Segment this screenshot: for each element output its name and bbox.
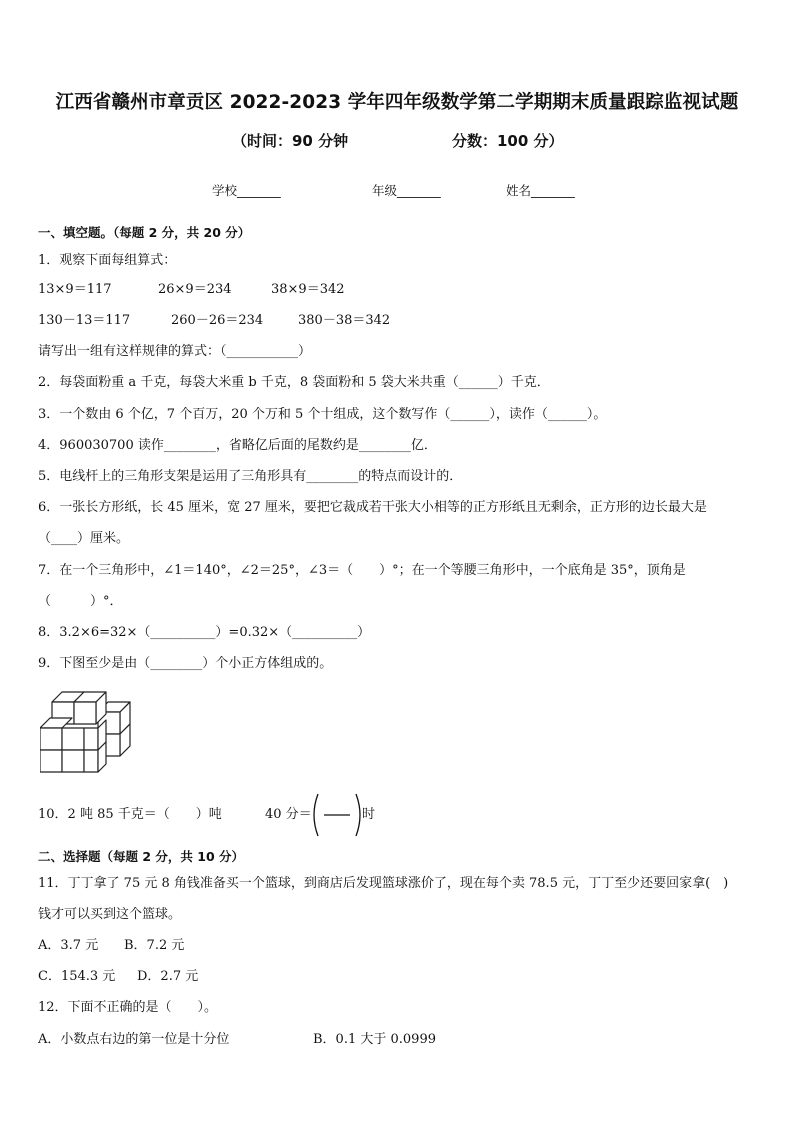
question-10-part-3: 时: [362, 807, 376, 822]
question-7-line-1: 7．在一个三角形中，∠1＝140°，∠2＝25°，∠3＝（ ）°；在一个等腰三角形中，一个底角是 35°，顶角是: [38, 563, 686, 578]
question-12-option-a: A．小数点右边的第一位是十分位: [38, 1032, 230, 1047]
exam-title: 江西省赣州市章贡区 2022-2023 学年四年级数学第二学期期末质量跟踪监视试题: [55, 92, 739, 113]
question-11-line-2: 钱才可以买到这个篮球。: [38, 907, 182, 922]
question-4: 4．960030700 读作________，省略亿后面的尾数约是________亿．: [38, 438, 437, 453]
school-field: 学校_______: [212, 183, 281, 198]
exam-score: 分数：100 分）: [452, 132, 564, 150]
question-11-line-1: 11．丁丁拿了 75 元 8 角钱准备买一个篮球，到商店后发现篮球涨价了，现在每个卖 78.5 元，丁丁至少还要回家拿( ): [38, 876, 729, 891]
question-1-stem: 1．观察下面每组算式：: [38, 253, 177, 268]
question-11-option-a: A．3.7 元: [38, 938, 99, 953]
exam-time: （时间：90 分钟: [232, 132, 349, 150]
question-8: 8．3.2×6=32×（__________）=0.32×（__________）: [38, 625, 371, 640]
grade-field: 年级_______: [372, 183, 441, 198]
q1-equation: 260－26＝234: [171, 313, 264, 328]
fraction-blank: [312, 792, 362, 838]
q1-equation: 130－13＝117: [38, 313, 131, 328]
section-2-heading: 二、选择题（每题 2 分，共 10 分）: [38, 849, 245, 864]
question-5: 5．电线杆上的三角形支架是运用了三角形具有________的特点而设计的．: [38, 469, 463, 484]
question-11-option-c: C．154.3 元: [38, 969, 116, 984]
q1-equation: 38×9＝342: [271, 282, 345, 297]
question-10-part-1: 10．2 吨 85 千克＝（ ）吨: [38, 807, 222, 822]
q1-equation: 380－38＝342: [298, 313, 391, 328]
question-2: 2．每袋面粉重 a 千克，每袋大米重 b 千克，8 袋面粉和 5 袋大米共重（______）千克．: [38, 375, 550, 390]
q1-equation: 26×9＝234: [158, 282, 232, 297]
q1-equation: 13×9＝117: [38, 282, 112, 297]
question-12-stem: 12．下面不正确的是（ ）。: [38, 1000, 218, 1015]
question-6-line-2: （____）厘米。: [38, 531, 130, 546]
name-field: 姓名_______: [506, 183, 575, 198]
question-12-option-b: B．0.1 大于 0.0999: [313, 1032, 436, 1047]
question-1-ask: 请写出一组有这样规律的算式：（___________）: [38, 344, 312, 359]
cube-stack-figure: [40, 688, 136, 778]
question-6-line-1: 6．一张长方形纸，长 45 厘米，宽 27 厘米，要把它裁成若干张大小相等的正方形纸且无剩余，正方形的边长最大是: [38, 500, 707, 515]
question-3: 3．一个数由 6 个亿，7 个百万，20 个万和 5 个十组成，这个数写作（______），读作（______）。: [38, 407, 607, 422]
question-11-option-d: D．2.7 元: [137, 969, 199, 984]
question-10-part-2: 40 分＝: [265, 807, 312, 822]
question-11-option-b: B．7.2 元: [124, 938, 185, 953]
question-7-line-2: （ ）°．: [38, 594, 123, 609]
question-9: 9．下图至少是由（________）个小正方体组成的。: [38, 656, 333, 671]
section-1-heading: 一、填空题。（每题 2 分，共 20 分）: [38, 225, 251, 240]
